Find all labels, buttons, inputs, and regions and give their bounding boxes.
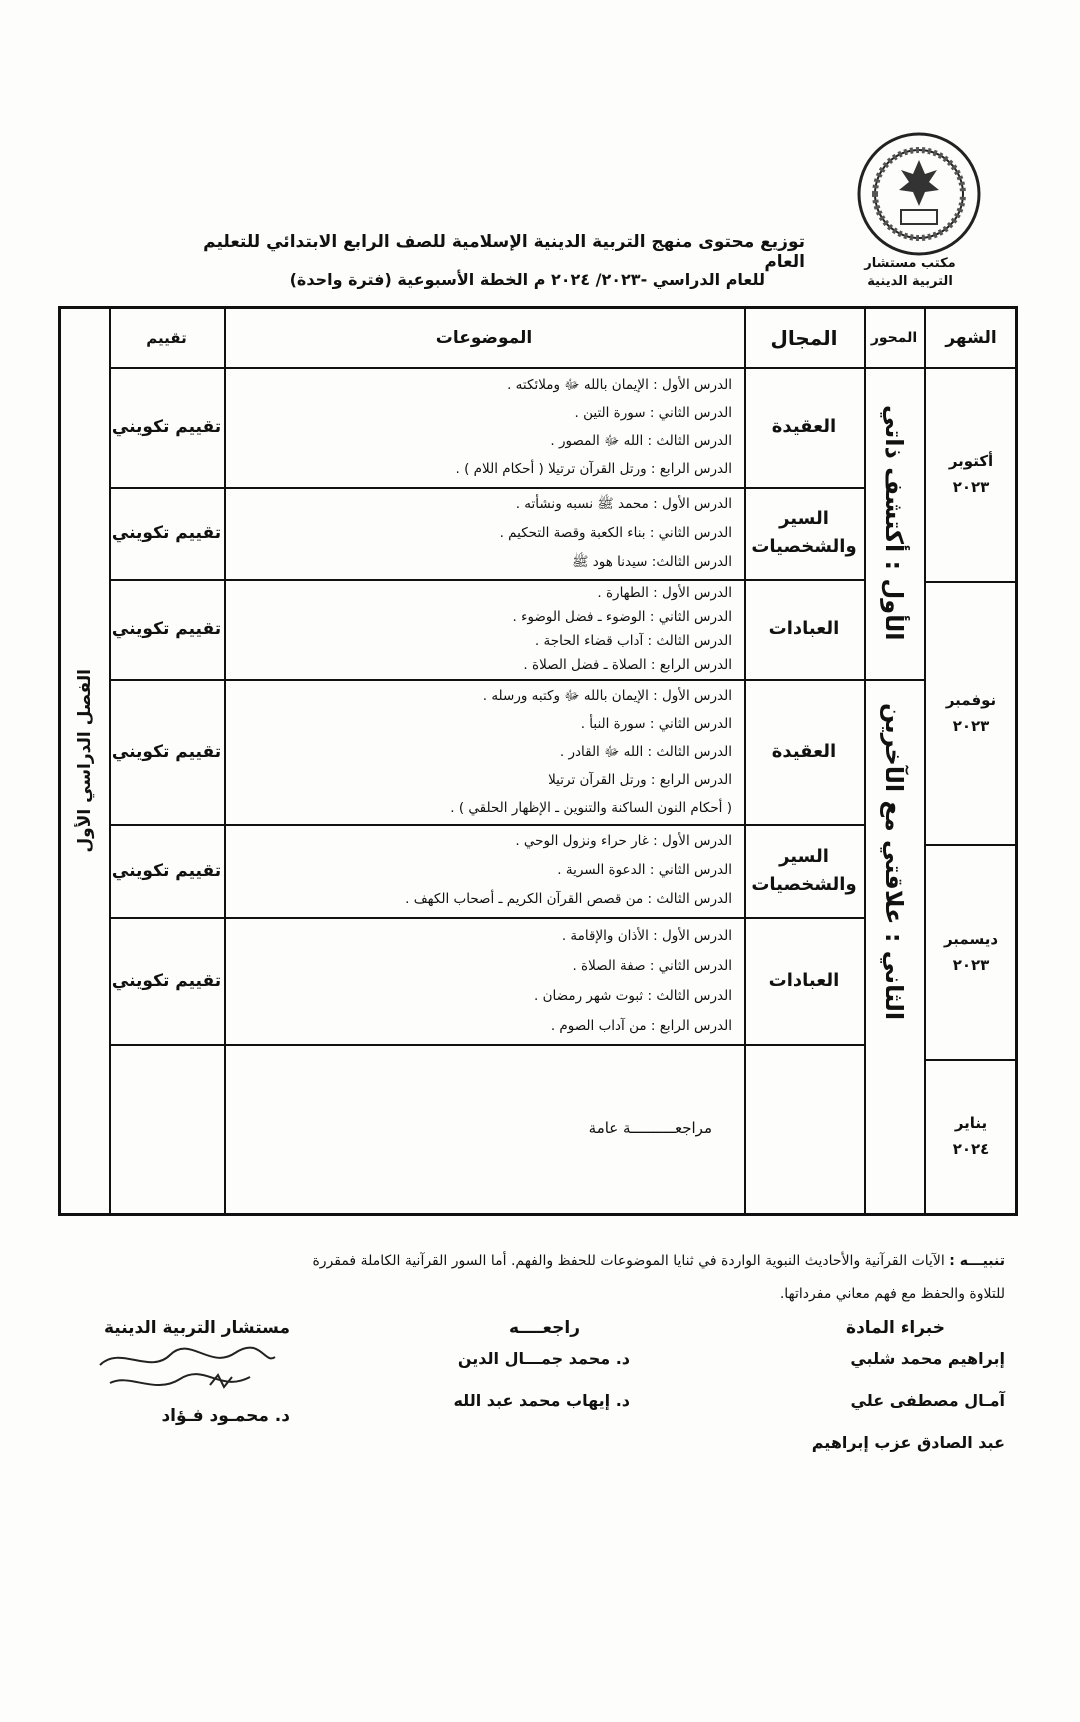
lesson-line: ( أحكام النون الساكنة والتنوين ـ الإظهار الحلقي ) .: [450, 799, 732, 816]
advisor-title: مستشار التربية الدينية: [103, 1318, 290, 1338]
header-assessment: تقييم: [146, 329, 187, 347]
expert-name: إبراهيم محمد شلبي: [850, 1349, 1005, 1368]
topics-cell: [224, 917, 744, 1044]
assessment-cell: تقييم تكويني: [111, 619, 222, 639]
lesson-line: الدرس الثاني : الوضوء ـ فضل الوضوء .: [512, 609, 732, 625]
reviewers-title: راجعــــه: [508, 1318, 580, 1338]
axis-2: الثاني : علاقتي مع الآخرين: [880, 702, 908, 1021]
lesson-line: الدرس الثالث : الله ﷻ القادر .: [559, 743, 732, 760]
lesson-line: الدرس الأول : الطهارة .: [597, 585, 732, 601]
assessment-cell: تقييم تكويني: [111, 523, 222, 543]
topics-cell: [224, 487, 744, 579]
lesson-line: الدرس الأول : محمد ﷺ نسبه ونشأته .: [515, 495, 732, 512]
review-cell: مراجعــــــــــة عامة: [588, 1119, 712, 1137]
ministry-seal-logo: [855, 130, 983, 258]
reviewers-block: [410, 1318, 630, 1422]
lesson-line: الدرس الثالث : الله ﷻ المصور .: [550, 433, 732, 449]
lesson-line: الدرس الثاني : سورة النبأ .: [580, 715, 732, 732]
note-label: تنبيـــه :: [949, 1253, 1005, 1269]
domain-cell: السير والشخصيات: [751, 508, 857, 557]
lesson-line: الدرس الثاني : صفة الصلاة .: [572, 957, 732, 974]
experts-block: [740, 1318, 1005, 1464]
office-label: مكتب مستشار التربية الدينية: [864, 256, 956, 289]
assessment-cell: تقييم تكويني: [111, 741, 222, 762]
domain-cell: العقيدة: [771, 416, 837, 437]
lesson-line: الدرس الأول : غار حراء ونزول الوحي .: [515, 833, 732, 849]
curriculum-table: [58, 306, 1018, 1216]
document-subtitle: للعام الدراسي -٢٠٢٣/ ٢٠٢٤ م الخطة الأسبوعية (فترة واحدة): [289, 270, 765, 289]
header-topics: الموضوعات: [435, 328, 533, 348]
document-title: توزيع محتوى منهج التربية الدينية الإسلامية للصف الرابع الابتدائي للتعليم العام: [203, 232, 805, 272]
semester-label: الفصل الدراسي الأول: [75, 669, 95, 853]
lesson-line: الدرس الرابع : ورتل القرآن ترتيلا ( أحكام اللام ) .: [455, 461, 732, 477]
note-block: تنبيـــه : الآيات القرآنية والأحاديث النبوية الواردة في ثنايا الموضوعات للحفظ والفهم. أما السور القرآنية الكاملة فمقررة للتلاوة والحفظ مع فهم معاني مفرداتها.: [312, 1253, 1005, 1302]
lesson-line: الدرس الثالث : من قصص القرآن الكريم ـ أصحاب الكهف .: [405, 891, 732, 907]
month-november: نوفمبر ٢٠٢٣: [945, 690, 997, 735]
topics-cell: [224, 679, 744, 824]
lesson-line: الدرس الأول : الإيمان بالله ﷻ وملائكته .: [507, 377, 732, 393]
header-month: الشهر: [945, 328, 997, 348]
axis-1: الأول : أكتشف ذاتي: [880, 405, 908, 641]
expert-name: عبد الصادق عزب إبراهيم: [811, 1433, 1005, 1452]
domain-cell: العبادات: [768, 618, 840, 639]
assessment-cell: تقييم تكويني: [111, 860, 222, 881]
lesson-line: الدرس الرابع : الصلاة ـ فضل الصلاة .: [523, 657, 732, 673]
topics-cell: [224, 579, 744, 679]
assessment-cell: تقييم تكويني: [111, 417, 222, 437]
expert-name: آمـال مصطفى علي: [850, 1391, 1005, 1410]
topics-cell: [224, 367, 744, 487]
header-axis: المحور: [870, 330, 918, 346]
advisor-name-block: [60, 1395, 290, 1437]
lesson-line: الدرس الرابع : من آداب الصوم .: [550, 1017, 732, 1034]
lesson-line: الدرس الرابع : ورتل القرآن ترتيلا: [548, 771, 732, 788]
topics-cell: [224, 824, 744, 917]
month-october: أكتوبر ٢٠٢٣: [948, 452, 994, 496]
lesson-line: الدرس الثاني : سورة التين .: [574, 405, 732, 421]
header-domain: المجال: [770, 326, 838, 350]
lesson-line: الدرس الأول : الإيمان بالله ﷻ وكتبه ورسله .: [482, 687, 732, 704]
domain-cell: السير والشخصيات: [751, 845, 857, 895]
month-january: يناير ٢٠٢٤: [952, 1114, 990, 1158]
lesson-line: الدرس الثالث : آداب قضاء الحاجة .: [534, 633, 732, 649]
lesson-line: الدرس الثالث: سيدنا هود ﷺ: [572, 553, 732, 570]
advisor-name: د. محمـود فـؤاد: [161, 1406, 290, 1426]
domain-cell: العبادات: [768, 969, 840, 991]
reviewer-name: د. إيهاب محمد عبد الله: [453, 1391, 630, 1410]
lesson-line: الدرس الأول : الأذان والإقامة .: [561, 927, 732, 944]
experts-title: خبراء المادة: [846, 1318, 945, 1338]
lesson-line: الدرس الثالث : ثبوت شهر رمضان .: [534, 987, 732, 1004]
month-december: ديسمبر ٢٠٢٣: [943, 929, 999, 974]
reviewer-name: د. محمد جمـــال الدين: [457, 1349, 630, 1368]
lesson-line: الدرس الثاني : الدعوة السرية .: [557, 862, 732, 878]
domain-cell: العقيدة: [771, 740, 837, 762]
assessment-cell: تقييم تكويني: [111, 970, 222, 991]
lesson-line: الدرس الثاني : بناء الكعبة وقصة التحكيم .: [499, 524, 732, 541]
